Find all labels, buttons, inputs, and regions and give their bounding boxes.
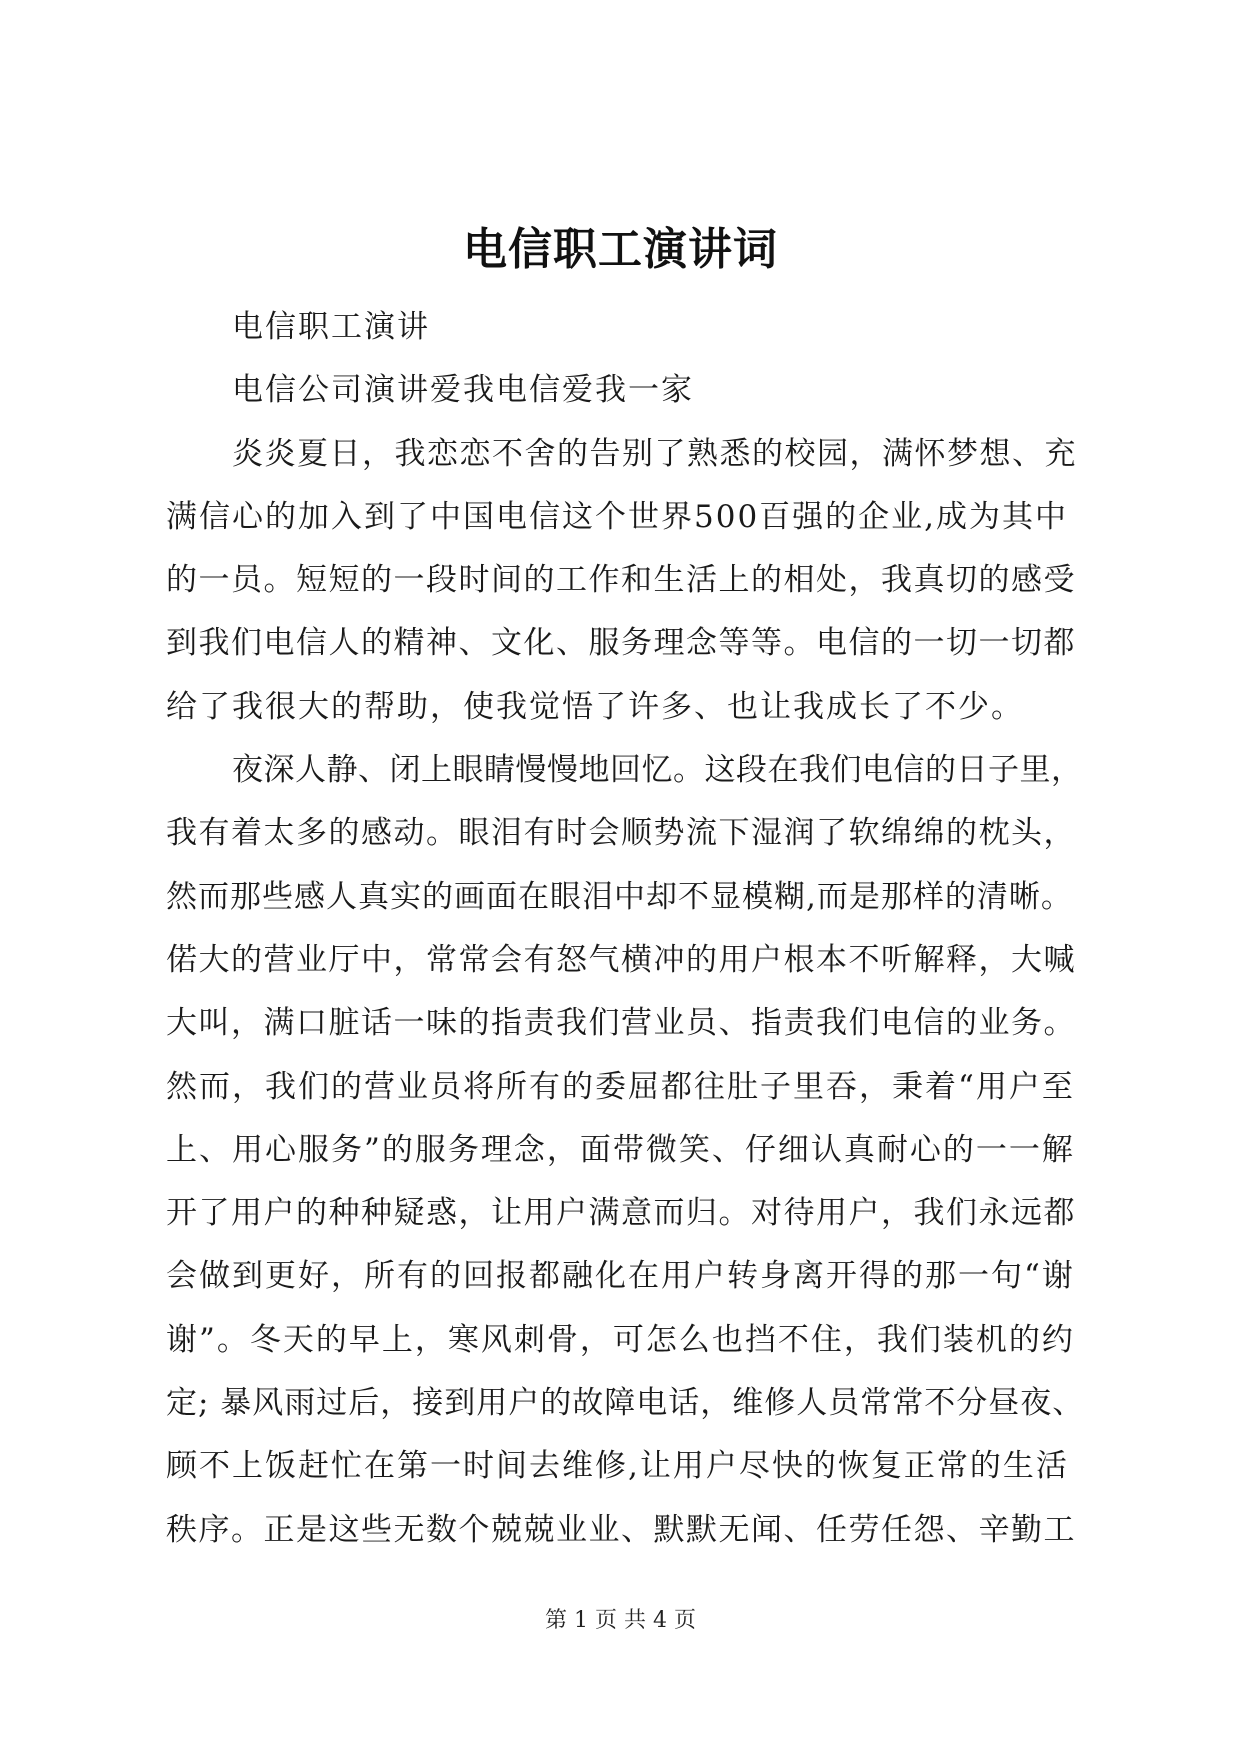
text-line: 电信公司演讲爱我电信爱我一家 — [232, 372, 694, 409]
text-line: 然而，我们的营业员将所有的委屈都往肚子里吞，秉着“用户至 — [166, 1068, 1075, 1105]
text-line: 炎炎夏日，我恋恋不舍的告别了熟悉的校园，满怀梦想、充 — [232, 435, 1077, 472]
text-line: 然而那些感人真实的画面在眼泪中却不显模糊,而是那样的清晰。 — [166, 878, 1073, 915]
text-line: 满信心的加入到了中国电信这个世界500百强的企业,成为其中 — [166, 498, 1069, 535]
text-line: 会做到更好，所有的回报都融化在用户转身离开得的那一句“谢 — [166, 1258, 1075, 1295]
text-line: 给了我很大的帮助，使我觉悟了许多、也让我成长了不少。 — [166, 688, 1024, 725]
document-body — [166, 296, 1086, 1562]
document-title: 电信职工演讲词 — [463, 224, 778, 275]
text-line: 我有着太多的感动。眼泪有时会顺势流下湿润了软绵绵的枕头， — [166, 815, 1076, 852]
text-line: 夜深人静、闭上眼睛慢慢地回忆。这段在我们电信的日子里， — [232, 752, 1083, 789]
text-line: 谢”。冬天的早上，寒风刺骨，可怎么也挡不住，我们装机的约 — [166, 1321, 1075, 1358]
text-line: 的一员。短短的一段时间的工作和生活上的相处，我真切的感受 — [166, 562, 1076, 599]
text-line: 大叫，满口脏话一味的指责我们营业员、指责我们电信的业务。 — [166, 1005, 1076, 1042]
page-footer: 第 1 页 共 4 页 — [545, 1608, 696, 1633]
text-line: 定; 暴风雨过后，接到用户的故障电话，维修人员常常不分昼夜、 — [166, 1385, 1085, 1422]
text-line: 偌大的营业厅中，常常会有怒气横冲的用户根本不听解释，大喊 — [166, 941, 1076, 978]
text-line: 到我们电信人的精神、文化、服务理念等等。电信的一切一切都 — [166, 625, 1076, 662]
text-line: 上、用心服务”的服务理念，面带微笑、仔细认真耐心的一一解 — [166, 1131, 1075, 1168]
text-line: 电信职工演讲 — [232, 309, 430, 345]
text-line: 顾不上饭赶忙在第一时间去维修,让用户尽快的恢复正常的生活 — [166, 1448, 1069, 1485]
text-line: 秩序。正是这些无数个兢兢业业、默默无闻、任劳任怨、辛勤工 — [166, 1511, 1076, 1548]
text-line: 开了用户的种种疑惑，让用户满意而归。对待用户，我们永远都 — [166, 1195, 1076, 1232]
